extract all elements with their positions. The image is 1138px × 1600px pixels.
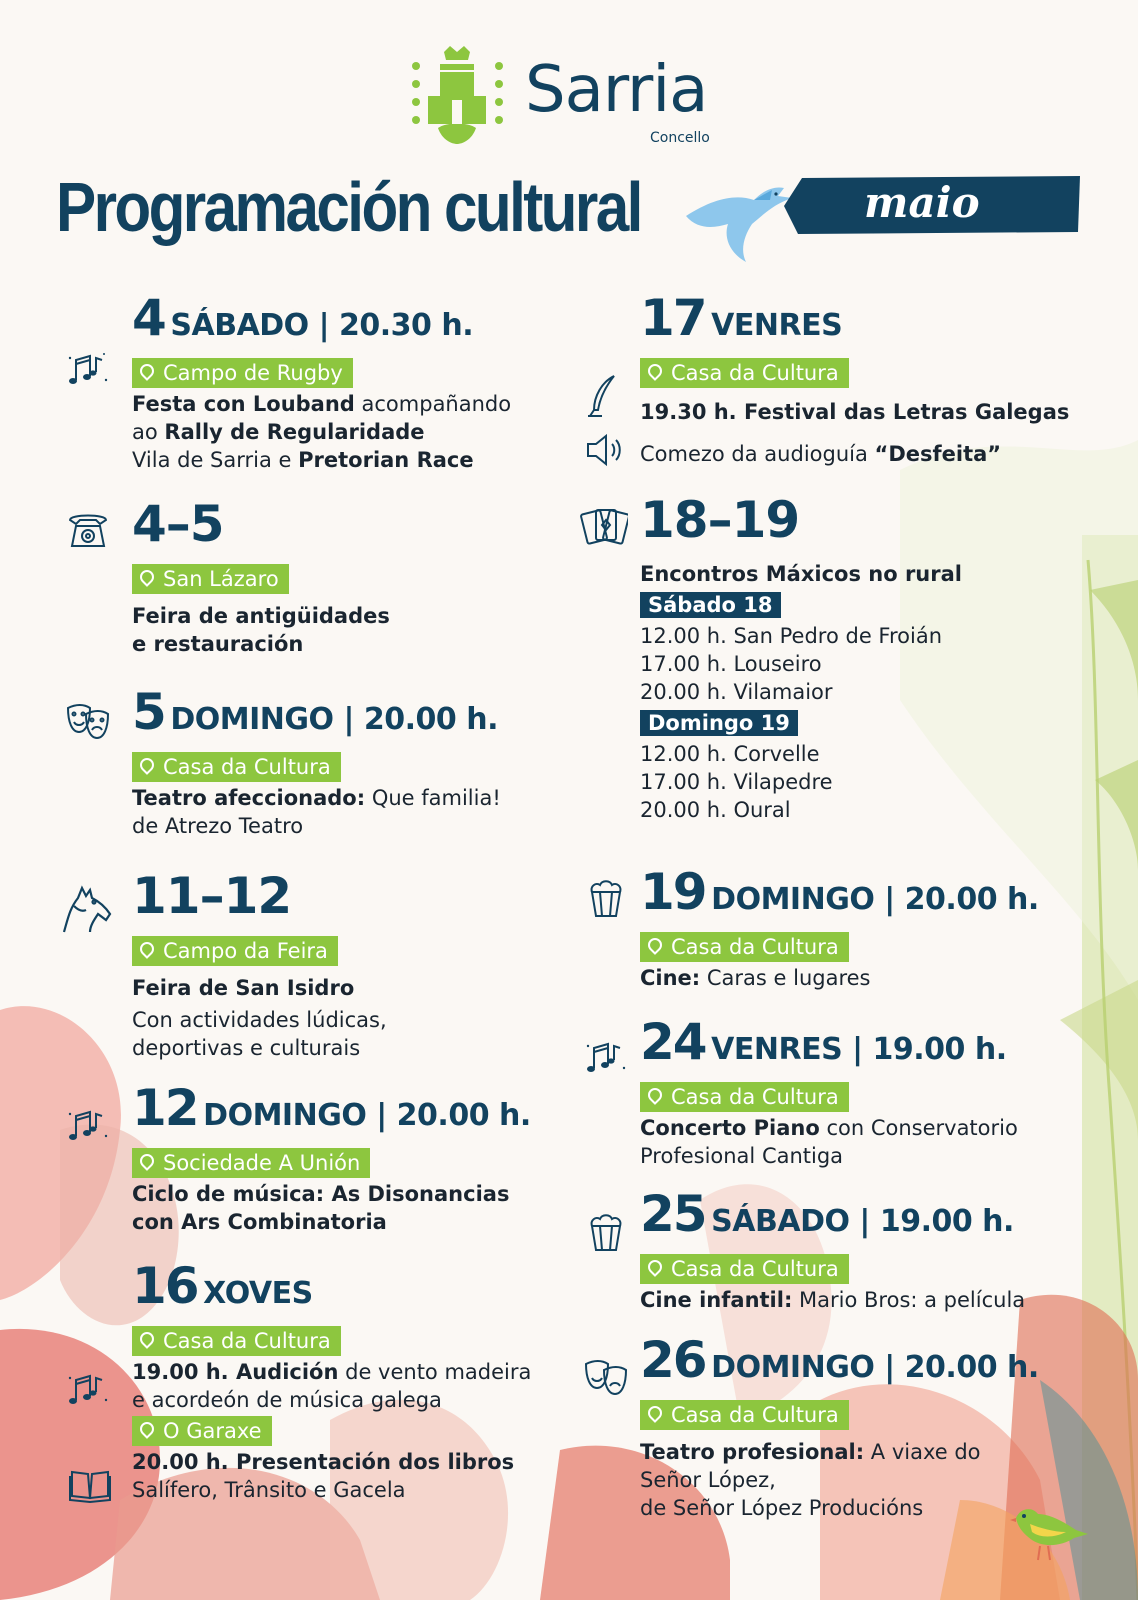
logo-subtitle: Concello (650, 130, 710, 146)
location-pin-icon (137, 361, 157, 381)
location-pin-icon (137, 567, 157, 587)
event-may-12: 12 DOMINGO | 20.00 h. Sociedade A Unión Ciclo de música: As Disonancias con Ars Combinatoria (132, 1079, 531, 1234)
location-pin-icon (645, 1257, 665, 1277)
event-weekday-time: XOVES (203, 1276, 313, 1311)
event-day-number: 12 (132, 1079, 198, 1137)
event-weekday-time: SÁBADO | 20.30 h. (170, 308, 474, 343)
telephone-icon (66, 508, 110, 552)
page-title: Programación cultural (56, 168, 641, 246)
event-may-19: 19 DOMINGO | 20.00 h. Casa da Cultura Cine: Caras e lugares (640, 863, 1039, 990)
event-may-5: 5 DOMINGO | 20.00 h. Casa da Cultura Teatro afeccionado: Que familia! de Atrezo Teatro (132, 683, 501, 838)
event-weekday-time: VENRES | 19.00 h. (711, 1032, 1007, 1067)
music-notes-icon (584, 1038, 628, 1082)
popcorn-icon (584, 876, 628, 920)
event-may-17: 17 VENRES Casa da Cultura 19.30 h. Festival das Letras Galegas Comezo da audioguía “Desfeita” (640, 289, 1070, 466)
event-may-4: 4 SÁBADO | 20.30 h. Campo de Rugby Festa con Louband acompañando ao Rally de Regularidade Vila de Sarria e Pretorian Race (132, 289, 512, 472)
event-may-24: 24 VENRES | 19.00 h. Casa da Cultura Concerto Piano con Conservatorio Profesional Cantiga (640, 1013, 1018, 1168)
sarria-logo (410, 44, 730, 154)
theatre-masks-icon (66, 700, 110, 744)
event-location: Sociedade A Unión (132, 1148, 370, 1178)
event-location: Casa da Cultura (640, 358, 849, 388)
event-weekday-time: VENRES (711, 308, 843, 343)
event-day-number: 24 (640, 1013, 706, 1071)
event-weekday-time: SÁBADO | 19.00 h. (711, 1204, 1014, 1239)
event-weekday-time: DOMINGO | 20.00 h. (203, 1098, 531, 1133)
event-may-26: 26 DOMINGO | 20.00 h. Casa da Cultura Teatro profesional: A viaxe do Señor López, de Señor López Producións (640, 1331, 1039, 1520)
open-book-icon (68, 1462, 112, 1506)
horse-icon (60, 884, 112, 936)
logo-name: Sarria (525, 53, 708, 127)
event-location: San Lázaro (132, 564, 289, 594)
event-may-25: 25 SÁBADO | 19.00 h. Casa da Cultura Cine infantil: Mario Bros: a película (640, 1185, 1026, 1312)
event-weekday-time: DOMINGO | 20.00 h. (711, 882, 1039, 917)
location-pin-icon (137, 1151, 157, 1171)
feather-quill-icon (584, 374, 628, 418)
music-notes-icon (66, 1370, 110, 1414)
event-location: Casa da Cultura (132, 752, 341, 782)
event-day-number: 26 (640, 1331, 706, 1389)
event-location: Casa da Cultura (640, 1082, 849, 1112)
event-location: O Garaxe (132, 1416, 272, 1446)
event-day-number: 25 (640, 1185, 706, 1243)
event-day-number: 17 (640, 289, 706, 347)
month-label: maio (864, 178, 980, 227)
event-may-11-12: 11–12 Campo da Feira Feira de San Isidro Con actividades lúdicas, deportivas e culturais (132, 867, 387, 1060)
event-location: Casa da Cultura (640, 1400, 849, 1430)
location-pin-icon (645, 935, 665, 955)
event-location: Casa da Cultura (640, 1254, 849, 1284)
event-weekday-time: DOMINGO | 20.00 h. (711, 1350, 1039, 1385)
event-day-number: 19 (640, 863, 706, 921)
event-may-16: 16 XOVES Casa da Cultura 19.00 h. Audición de vento madeira e acordeón de música galega O Garaxe 20.00 h. Presentación dos libros Salífero, Trânsito e Gacela (132, 1257, 532, 1502)
speaker-icon (584, 428, 628, 472)
location-pin-icon (645, 361, 665, 381)
event-day-number: 11–12 (132, 867, 292, 925)
month-ribbon (784, 176, 1080, 234)
location-pin-icon (137, 1419, 157, 1439)
day-label: Sábado 18 (640, 592, 781, 618)
castle-crest-icon (410, 44, 505, 149)
event-may-4-5: 4–5 San Lázaro Feira de antigüidades e restauración (132, 495, 390, 656)
location-pin-icon (137, 1329, 157, 1349)
location-pin-icon (137, 755, 157, 775)
event-location: Casa da Cultura (132, 1326, 341, 1356)
event-day-number: 16 (132, 1257, 198, 1315)
event-may-18-19: 18–19 Encontros Máxicos no rural Sábado 18 12.00 h. San Pedro de Froián 17.00 h. Louseiro 20.00 h. Vilamaior Domingo 19 12.00 h. Corvelle 17.00 h. Vilapedre 20.00 h. Oural (640, 491, 962, 822)
event-location: Campo da Feira (132, 936, 338, 966)
music-notes-icon (66, 1106, 110, 1150)
location-pin-icon (645, 1085, 665, 1105)
location-pin-icon (137, 939, 157, 959)
music-notes-icon (66, 350, 110, 394)
day-label: Domingo 19 (640, 710, 798, 736)
event-location: Casa da Cultura (640, 932, 849, 962)
event-day-number: 18–19 (640, 491, 800, 549)
popcorn-icon (584, 1210, 628, 1254)
event-day-number: 4 (132, 289, 165, 347)
theatre-masks-icon (584, 1356, 628, 1400)
swallow-bird-icon (684, 176, 794, 264)
event-day-number: 4–5 (132, 495, 224, 553)
event-day-number: 5 (132, 683, 165, 741)
location-pin-icon (645, 1403, 665, 1423)
playing-cards-icon (580, 502, 628, 550)
event-weekday-time: DOMINGO | 20.00 h. (170, 702, 498, 737)
event-location: Campo de Rugby (132, 358, 353, 388)
